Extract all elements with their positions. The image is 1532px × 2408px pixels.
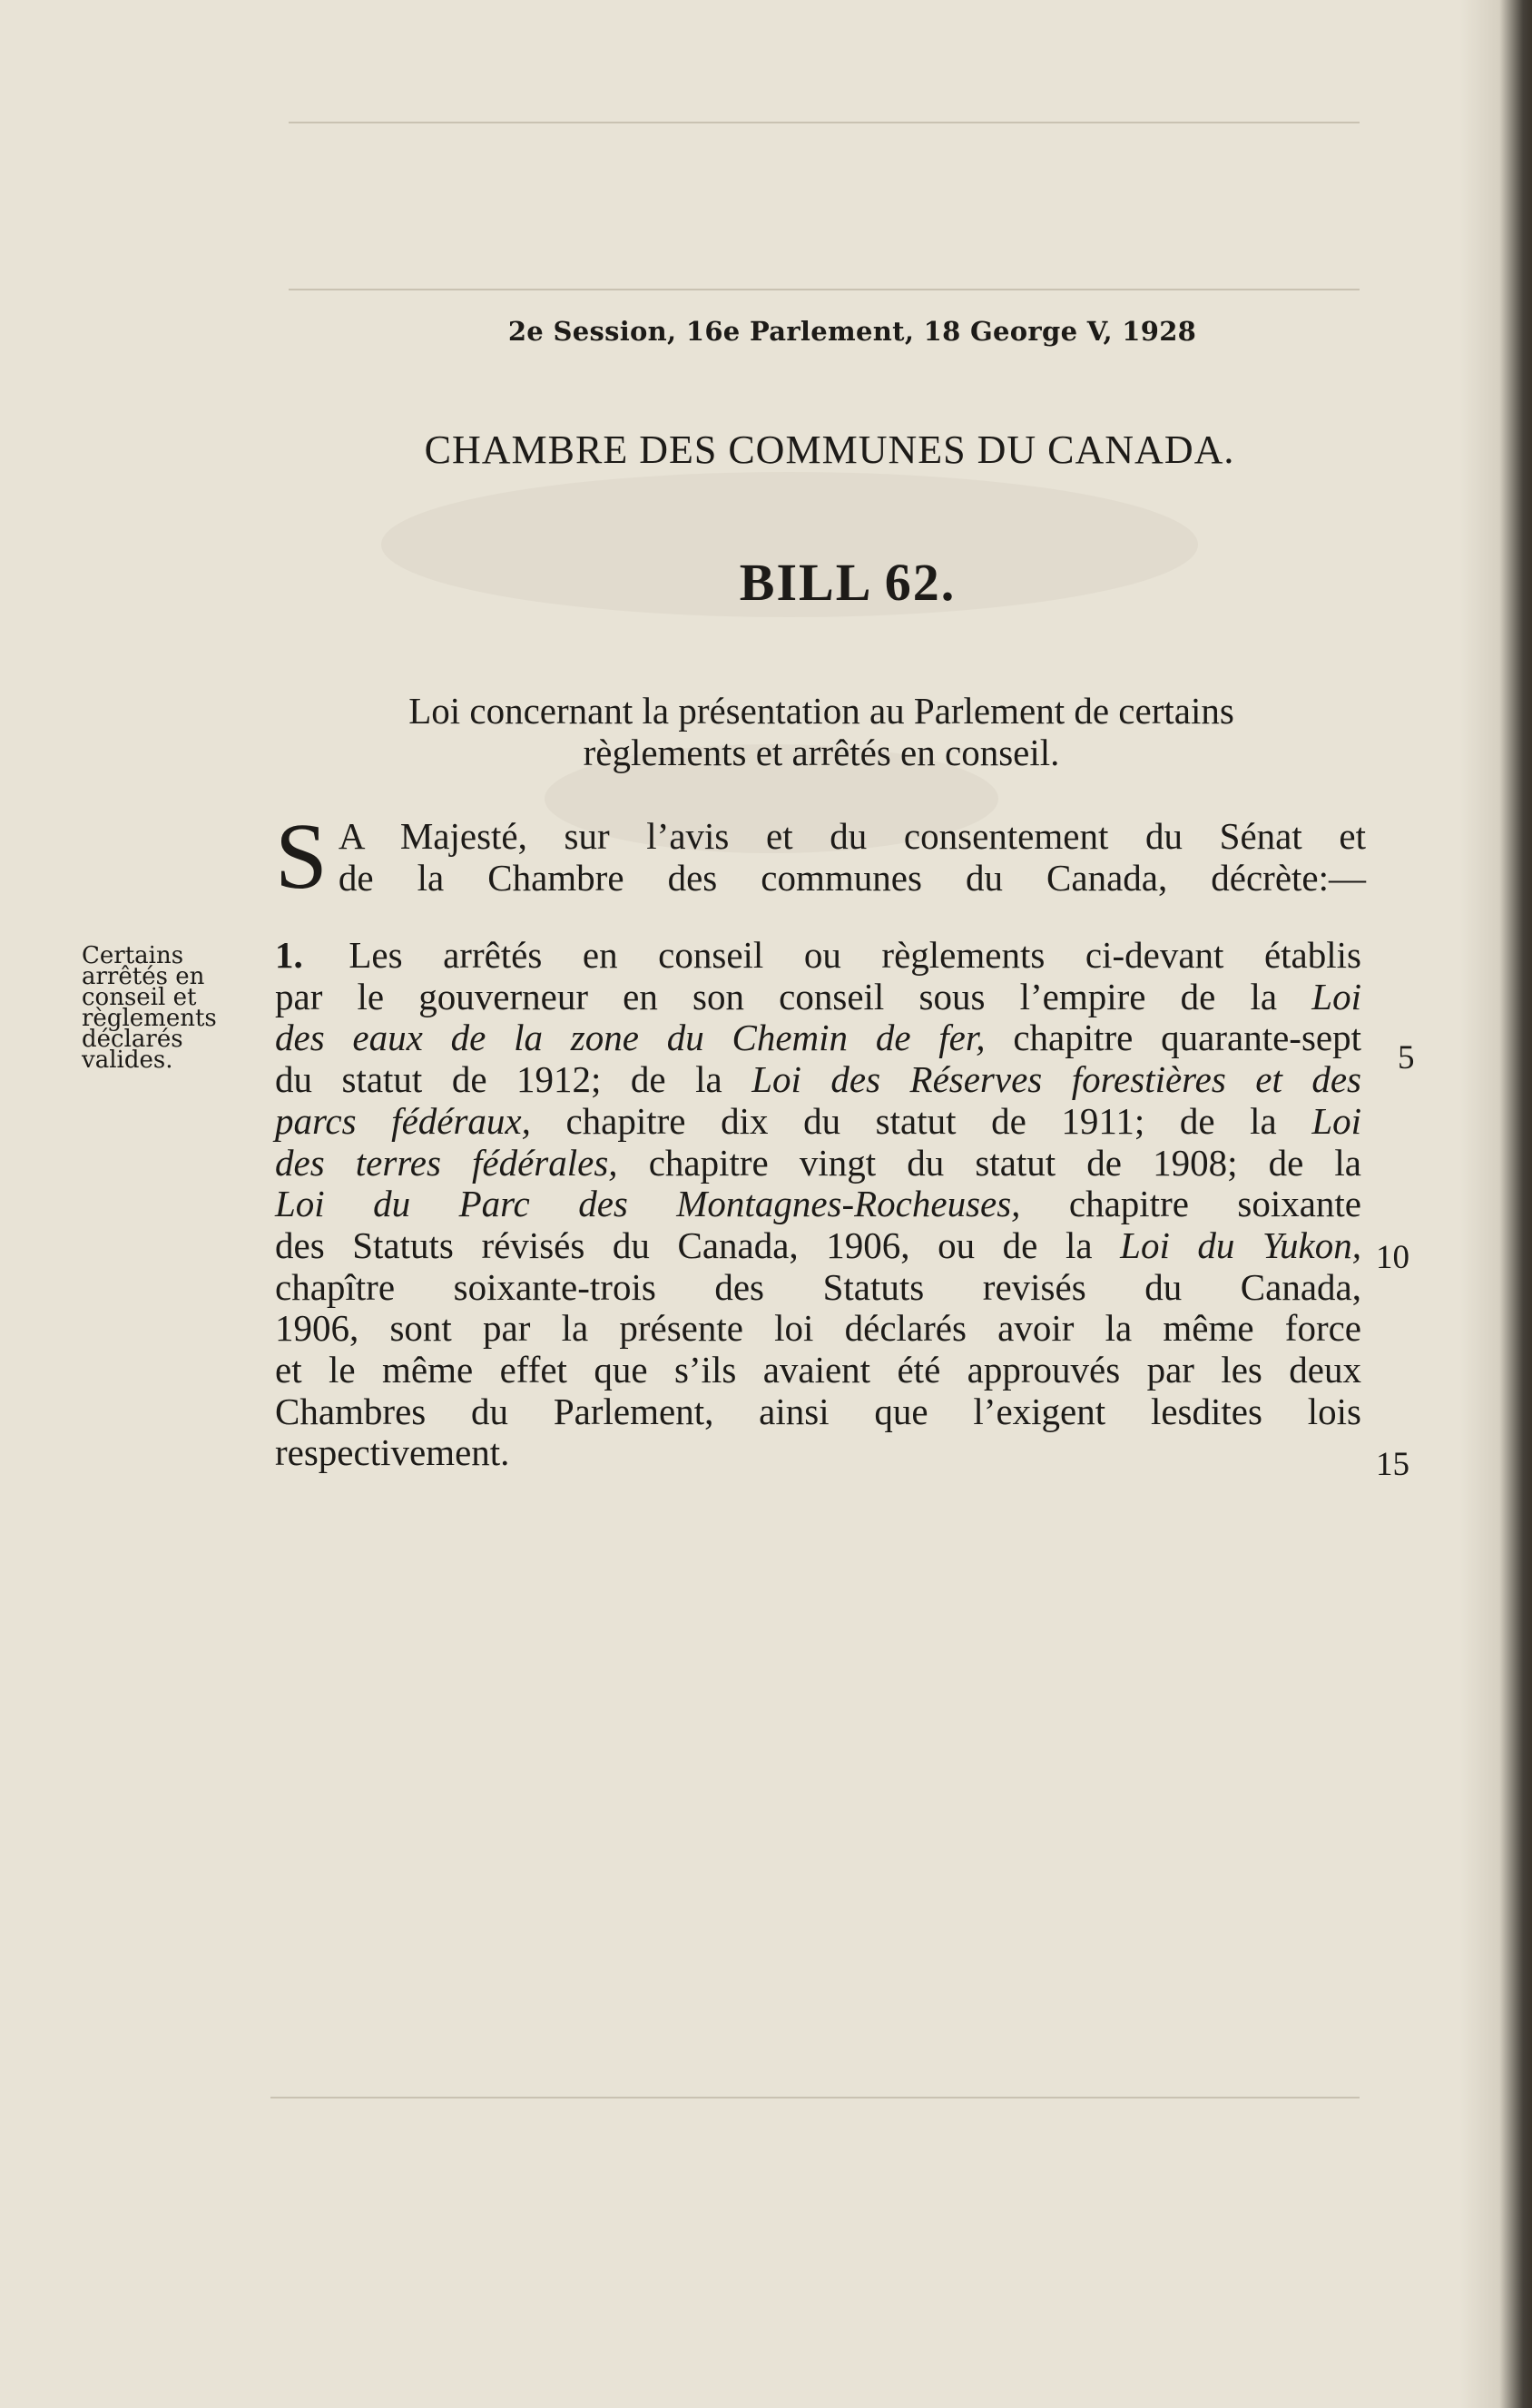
section-line: Loi du Parc des Montagnes-Rocheuses, chapitre soixante (275, 1183, 1361, 1225)
line-number-5: 5 (1398, 1039, 1415, 1076)
statute-title: parcs fédéraux, (275, 1099, 531, 1142)
statute-title: des eaux de la zone du Chemin de fer, (275, 1017, 986, 1059)
drop-cap: S (275, 804, 328, 909)
section-line: 1906, sont par la présente loi déclarés avoir la même force (275, 1307, 1361, 1350)
marginal-note (82, 942, 236, 1074)
marginal-note-line: conseil et (82, 984, 197, 1011)
enacting-line-2: de la Chambre des communes du Canada, décrète:— (338, 857, 1366, 899)
section-line: Chambres du Parlement, ainsi que l’exigent lesdites lois (275, 1390, 1361, 1432)
chamber-heading: CHAMBRE DES COMMUNES DU CANADA. (424, 428, 1235, 472)
section-line: des terres fédérales, chapitre vingt du statut de 1908; de la (275, 1141, 1362, 1184)
page-edge-shadow (1459, 0, 1532, 2408)
bottom-rule (270, 2097, 1360, 2098)
session-line: 2e Session, 16e Parlement, 18 George V, 1928 (507, 316, 1197, 347)
statute-title: des terres fédérales, (275, 1141, 618, 1184)
marginal-note-line: Certains (82, 942, 184, 969)
section-line: respectivement. (275, 1431, 510, 1474)
section-line: des Statuts révisés du Canada, 1906, ou de la Loi du Yukon, (275, 1224, 1361, 1266)
long-title-line-2: règlements et arrêtés en conseil. (583, 732, 1060, 773)
marginal-note-line: règlements (82, 1005, 217, 1032)
section-line: des eaux de la zone du Chemin de fer, chapitre quarante-sept (275, 1017, 1361, 1059)
section-line: et le même effet que s’ils avaient été approuvés par les deux (275, 1349, 1361, 1391)
statute-title: Loi (1311, 1099, 1362, 1142)
section-line: parcs fédéraux, chapitre dix du statut de 1911; de la Loi (275, 1099, 1362, 1142)
line-number-10: 10 (1376, 1239, 1409, 1276)
section-line: chapître soixante-trois des Statuts revisés du Canada, (275, 1265, 1361, 1308)
long-title (277, 690, 1366, 773)
upper-rule (289, 289, 1360, 290)
enacting-line-1: A Majesté, sur l’avis et du consentement du Sénat et (338, 815, 1366, 857)
line-number-15: 15 (1376, 1446, 1409, 1483)
marginal-note-line: valides. (82, 1047, 173, 1074)
section-1 (275, 935, 1361, 1474)
statute-title: Loi (1311, 975, 1361, 1017)
marginal-note-line: déclarés (82, 1026, 183, 1053)
statute-title: Loi du Yukon, (1120, 1224, 1361, 1266)
statute-title: Loi des Réserves forestières et des (751, 1058, 1362, 1101)
section-line: par le gouverneur en son conseil sous l’empire de la Loi (275, 975, 1361, 1017)
marginal-note-line: arrêtés en (82, 963, 205, 990)
section-line: 1. Les arrêtés en conseil ou règlements ci-devant établis (275, 934, 1361, 976)
enacting-clause (275, 804, 1366, 909)
top-rule (289, 122, 1360, 123)
bill-title: BILL 62. (739, 553, 957, 612)
statute-title: Loi du Parc des Montagnes-Rocheuses, (275, 1183, 1021, 1225)
long-title-line-1: Loi concernant la présentation au Parlement de certains (408, 690, 1234, 732)
section-line: du statut de 1912; de la Loi des Réserves forestières et des (275, 1058, 1362, 1101)
section-number: 1. (275, 934, 303, 976)
